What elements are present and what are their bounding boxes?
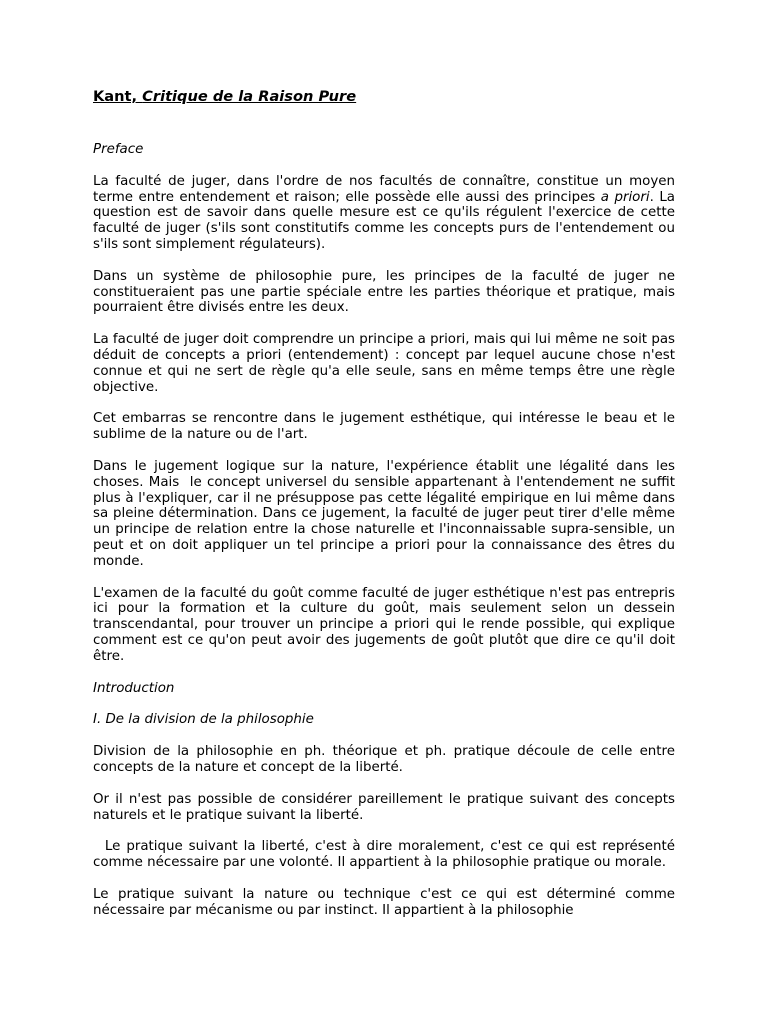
introduction-paragraph-3: Le pratique suivant la liberté, c'est à dire moralement, c'est ce qui est représenté comme nécessaire par une volonté. Il appartient à la philosophie pratique ou morale. bbox=[93, 839, 680, 871]
title-author: Kant, bbox=[93, 88, 143, 105]
preface-paragraph-5: Dans le jugement logique sur la nature, l'expérience établit une légalité dans les choses. Mais le concept universel du sensible appartenant à l'entendement ne suffit plus à l'expliquer, car il ne présuppose pas cette légalité empirique en lui même dans sa pleine détermination. Dans ce jugement, la faculté de juger peut tirer d'elle même un principe de relation entre la chose naturelle et l'inconnaissable supra-sensible, un peut et on doit appliquer un tel principe a priori pour la connaissance des êtres du monde. bbox=[93, 458, 680, 569]
preface-paragraph-1 bbox=[93, 174, 675, 253]
introduction-paragraph-2: Or il n'est pas possible de considérer pareillement le pratique suivant des concepts naturels et le pratique suivant la liberté. bbox=[93, 791, 675, 823]
preface-paragraph-3: La faculté de juger doit comprendre un principe a priori, mais qui lui même ne soit pas déduit de concepts a priori (entendement) : concept par lequel aucune chose n'est connue et qui ne sert de règle qu'a elle seule, sans en même temps être une règle objective. bbox=[93, 332, 675, 395]
preface-p1-before: La faculté de juger, dans l'ordre de nos facultés de connaître, constitue un moyen terme entre entendement et raison; elle possède elle aussi des principes bbox=[93, 173, 675, 205]
introduction-heading: Introduction bbox=[93, 680, 175, 696]
document-page bbox=[93, 88, 680, 934]
preface-paragraph-4: Cet embarras se rencontre dans le jugement esthétique, qui intéresse le beau et le sublime de la nature ou de l'art. bbox=[93, 411, 675, 443]
section-1-heading: I. De la division de la philosophie bbox=[93, 712, 314, 728]
preface-heading: Preface bbox=[93, 142, 144, 157]
preface-paragraph-6: L'examen de la faculté du goût comme faculté de juger esthétique n'est pas entrepris ici pour la formation et la culture du goût, mais seulement selon un dessein transcendantal, pour trouver un principe a priori qui le rende possible, qui explique comment est ce qu'on peut avoir des jugements de goût plutôt que dire ce qu'il doit être. bbox=[93, 585, 675, 664]
title-work: Critique de la Raison Pure bbox=[142, 88, 357, 105]
preface-p1-emphasis: a priori bbox=[600, 189, 650, 205]
document-title bbox=[93, 88, 675, 106]
introduction-paragraph-4: Le pratique suivant la nature ou technique c'est ce qui est déterminé comme nécessaire par mécanisme ou par instinct. Il appartient à la philosophie bbox=[93, 886, 675, 918]
preface-paragraph-2: Dans un système de philosophie pure, les principes de la faculté de juger ne constitueraient pas une partie spéciale entre les parties théorique et pratique, mais pourraient être divisés entre les deux. bbox=[93, 268, 675, 316]
preface-p1-after: . La question est de savoir dans quelle mesure est ce qu'ils régulent l'exercice de cette faculté de juger (s'ils sont constitutifs comme les concepts purs de l'entendement ou s'ils sont simplement régulateurs). bbox=[93, 189, 675, 252]
introduction-paragraph-1: Division de la philosophie en ph. théorique et ph. pratique découle de celle entre concepts de la nature et concept de la liberté. bbox=[93, 744, 675, 775]
